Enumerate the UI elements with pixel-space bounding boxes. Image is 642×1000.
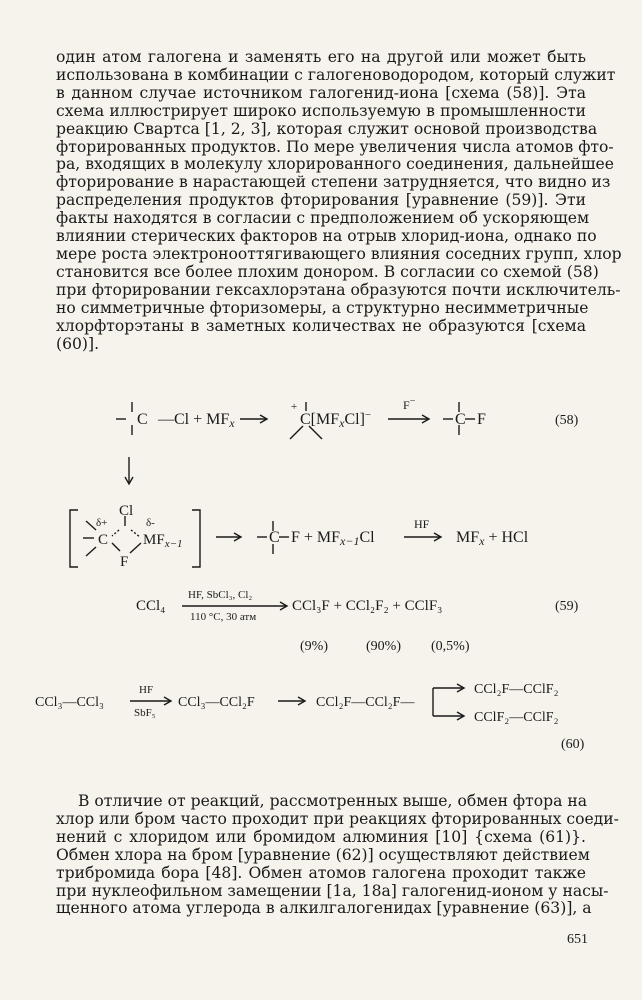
row2-product-c: C <box>269 529 280 546</box>
ts-metal: $MF_{x-1}$ <box>143 532 183 550</box>
eq59-conditions-bottom: 110 °C, 30 атм <box>190 611 257 623</box>
text-line-content: В отличие от реакций, рассмотренных выше, обмен фтора на <box>78 792 588 810</box>
eq59-yield: (9%) <box>300 639 328 654</box>
text-line: использована в комбинации с галогеноводородом, который служит <box>56 65 616 84</box>
text-line: становится все более плохим донором. В согласии со схемой (58) <box>56 262 599 281</box>
eq59-yield: (0,5%) <box>431 639 470 654</box>
page-number: 651 <box>567 932 588 947</box>
text-line: один атом галогена и заменять его на другой или может быть <box>56 48 586 66</box>
text-line: при нуклеофильном замещении [1а, 18а] галогенид-ионом у насы- <box>56 881 609 900</box>
text-line <box>56 793 586 811</box>
text-line: Обмен хлора на бром [уравнение (62)] осуществляют действием <box>56 845 590 864</box>
eq59-number: (59) <box>555 599 579 614</box>
scheme60-product-bottom: CClF₂—CClF₂ <box>474 710 559 725</box>
eq59-products: CCl₃F + CCl₂F₂ + CClF₃ <box>292 598 443 614</box>
scheme58-plus-charge: + <box>291 401 298 413</box>
row2-product-rest: F + MFx−1Cl <box>291 529 375 548</box>
scheme60-reactant: CCl₃—CCl₃ <box>35 695 104 710</box>
text-line: факты находятся в согласии с предположением об ускоряющем <box>56 209 590 228</box>
scheme58-product-c: C <box>455 411 466 428</box>
ts-cl: Cl <box>119 503 134 519</box>
scheme58-c-atom: C <box>137 411 148 428</box>
text-line: распределения продуктов фторирования [уравнение (59)]. Эти <box>56 191 586 210</box>
scheme60-reagent-bottom: SbF₅ <box>134 707 156 719</box>
text-line: при фторировании гексахлорэтана образуются почти исключитель- <box>56 280 621 299</box>
scheme60-number: (60) <box>561 737 585 752</box>
ts-delta-plus: δ+ <box>96 517 108 529</box>
scheme60-product-top: CCl₂F—CClF₂ <box>474 682 559 697</box>
text-line: в данном случае источником галогенид-иона [схема (58)]. Эта <box>56 83 586 102</box>
text-line: (60)]. <box>56 334 100 353</box>
text-line: хлор или бром часто проходит при реакциях фторированных соеди- <box>56 809 619 828</box>
scheme58-number: (58) <box>555 413 579 428</box>
final-products: MFx + HCl <box>456 529 529 548</box>
eq59-yield: (90%) <box>366 639 401 654</box>
scheme58-arrow-label: F− <box>403 396 416 412</box>
text-line: нений с хлоридом или бромидом алюминия [10] {схема (61)}. <box>56 827 586 846</box>
text-line: влиянии стерических факторов на отрыв хлорид-иона, однако по <box>56 227 597 246</box>
scheme58-product-f: F <box>477 411 486 428</box>
ts-f: F <box>120 554 129 570</box>
text-line: мере роста электронооттягивающего влияния соседних групп, хлор <box>56 244 622 263</box>
text-line: щенного атома углерода в алкилгалогенидах [уравнение (63)], а <box>56 899 592 918</box>
scheme60-step2: CCl₂F—CCl₂F— <box>316 695 415 710</box>
ts-c: C <box>98 532 109 548</box>
hf-label: HF <box>414 517 430 531</box>
text-line: фторирование в нарастающей степени затрудняется, что видно из <box>56 173 611 192</box>
text-line: трибромида бора [48]. Обмен атомов галогена проходит также <box>56 863 586 882</box>
text-line: но симметричные фторизомеры, а структурно несимметричные <box>56 298 589 317</box>
text-line: реакцию Свартса [1, 2, 3], которая служит основой производства <box>56 119 598 138</box>
text-line: хлорфторэтаны в заметных количествах не образуются [схема <box>56 316 586 335</box>
scheme58-reactant-rest: —Cl + MFx <box>158 411 235 430</box>
text-line: ра, входящих в молекулу хлорированного соединения, дальнейшее <box>56 155 614 174</box>
eq59-conditions-top: HF, SbCl₃, Cl₂ <box>188 589 253 601</box>
paragraph-bottom <box>56 792 619 918</box>
scheme60-step1: CCl₃—CCl₂F <box>178 695 255 710</box>
text-line: фторированных продуктов. По мере увеличения числа атомов фто- <box>56 137 614 156</box>
eq59-reactant: CCl₄ <box>136 598 166 614</box>
scheme60-reagent-top: HF <box>139 684 154 696</box>
ts-delta-minus: δ- <box>146 517 155 529</box>
scheme58-intermediate: C[MFxCl]− <box>300 409 372 430</box>
text-line: схема иллюстрирует широко используемую в промышленности <box>56 101 586 120</box>
